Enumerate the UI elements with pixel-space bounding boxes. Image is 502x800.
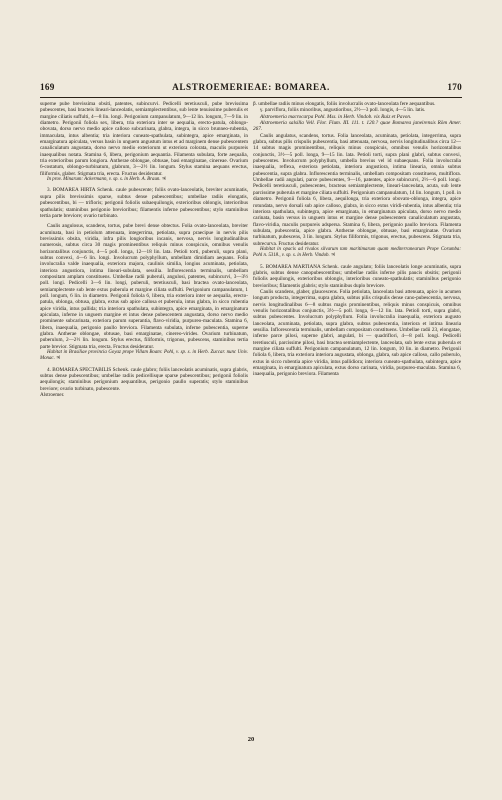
species-description-bomarea-spectabilis: Caulis angulatus, scandens, tortus. Folia lanceolata, acuminata, petiolata, integerrima, supra glabra, subtus pilis crispulis pubescentia, basi attenuata, nervosa, nervis longitudinalibus circa 12—14 subtus magis prominentibus, reliquis minus conspicuis, omnibus venulis horizontalibus conjunctis, 3½—5 poll. longa, 9—15 lin. lata. Petioli torti, supra plani glabri, subtus convexi, pubescentes. Involucrum polyphyllum, umbella brevius vel id subaequans. Folia involucralia inaequalia, reflexa, exteriora petiolata, interiora angustiora, intima linearia, omnia subtus pubescentia, supra glabra. Inflorescentia terminalis, umbellam compositam constituens, multiflora. Umbellae radii angulati, parce pubescentes, 9—16, patentes, apice subincurvi, 2½—6 poll. longi. Pedicelli teretiusculi, pubescentes, bracteas semiamplectente, lineari-lanceolata, acuta, sub lente parcissime puberula et margine ciliata suffulti. Perigonium campanulatum, 14 lin. longum, 1 poll. in diametro. Perigonii foliola 6, libera, aequilonga, tria exteriora obovato-oblonga, integra, apice rotundata, nervo dorsali sub apice calloso, glabra, in sicco extus viridi-rubentia, intus albentia; tria interiora spathulata, subintegra, apice emarginata, in emarginatura apiculata, dorso nervo medio carinata, basin versus in unguem intus et margine dense pubescentem canaliculatum angustata, flavo-viridia, maculis purpureis adspersa. Stamina 6, libera, perigonio paullo breviora. Filamenta subulata, pubescentia, apice glabra. Antherae oblongae, obtusae, basi emarginatae. Ovarium turbinatum, pubescens, 3 lin. longum. Stylus filiformis, trigonus, erectus, pubescens. Stigmata tria, subrecurva. Fructus desideratur. [253,132,461,247]
page-number-left: 169 [40,82,55,92]
signature-mark: 20 [247,736,255,743]
species-description-bomarea-martiana: Caulis scandens, glaber, glaucescens. Folia petiolata, lanceolata basi attenuata, apice in acumen longum producta, integerrima, supra glabra, subtus pilis crispulis dense cano-pubescentia, nervosa, nervis longitudinalibus 6—8 subtus magis prominentibus, reliquis minus conspicuis, omnibus venulis horizontalibus conjunctis, 3½—5 poll. longa, 6—12 lin. lata. Petioli torti, supra glabri, subtus pubescentes. Involucrum polyphyllum. Folia involucralia inaequalia, exteriora augusto lanceolata, acuminata, petiolata, supra glabra, subtus pubescentia, interiora et intima linearia sessilia. Inflorescentia terminalis, umbellam compositam constituens. Umbellae radii 23, elongatae, inferne parce pilosi, superne glabri, angulati, bi — quadriflori, 4—8 poll. longi. Pedicelli teretiusculi, parcissime pilosi, basi bractea semiamplectente, lanceolata, sub lente extus puberula et margine ciliata suffulti. Perigonium campanulatum, 12 lin. longum, 10 lin. in diametro. Perigonii foliola 6, libera, tria exteriora interiora augustata, oblonga, glabra, sub apice calloso, callo puberulo, extus in sicco rubentia apice viridia, intus pallidiora; interiora cuneato-spathulata, subintegra, apice emarginata, in emarginatura apiculata, extus dorso carinata, viridia, purpureo-maculata. Stamina 6, inaequalia, perigonio breviora. Filamenta [253,288,461,378]
synonym: Alstroemeria macrocarpa Pohl. Mss. in Herb. Vindob. vix Ruiz et Pavon. [260,113,412,120]
species-diagnosis-bomarea-spectabilis: 4. BOMAREA SPECTABILIS Schenk. caule glabro; foliis lanceolatis acuminatis, supra glabris, subtus dense pubescentibus; umbellae radiis pedicellisque sparse pubescentibus; perigonii foliolis aequilongis; staminibus perigonium aequantibus, perigonio paullo superatis; stylo staminibus breviore; ovario turbinato, pubescente. [40,366,248,392]
species-diagnosis-bomarea-hirta: 3. BOMAREA HIRTA Schenk. caule pubescente; foliis ovato-lanceolatis, breviter acuminatis, supra pilis brevissimis sparse, subtus dense pubescentibus; umbellae radiis elongatis, pubescentibus, bi — trifloris; perigonii foliolis subaequilongis, exterioribus oblongis, interioribus spathulatis; staminibus perigonio brevioribus; filamentis inferne pubescentibus; stylo staminibus tertia parte breviore; ovario turbinato. [40,187,248,219]
left-column [40,101,248,741]
species-description-bomarea-hirta: Caulis angulosus, scandens, tortus, pube brevi dense obtectus. Folia ovato-lanceolata, breviter acuminata, basi in petiolum attenuata, integerrima, petiolata, supra praecipue in nervis pilis brevissimis obsita, viridia, infra pilis longioribus incanis, nervosa, nervis longitudinalibus numerosis, subtus circa 30 magis prominentibus reliquis minus conspicuis, omnibus venulis horizontalibus conjunctis, 4—5 poll. longa, 12—18 lin. lata. Petioli torti, puberuli, supra plani, subtus convexi, 4—6 lin. longi. Involucrum polyphyllum, umbellam dimidiam aequans. Folia involucralia valde inaequalia, exteriora majora, caulinis similia, longius acuminata, petiolata, interiora angustiora, intima lineari-subulata, sessilia. Inflorescentia terminalis, umbellam compositam amplam constituens. Umbellae radii puberuli, angulosi, patentes, subincurvi, 3—3½ poll. longi. Pedicelli 3—6 lin. longi, puberuli, teretiusculi, basi bractea ovato-lanceolata, semiamplectente sub lente extus puberula et margine ciliata suffulti. Perigonium campanulatum, 1 poll. longum, 6 lin. in diametro. Perigonii foliola 6, libera, tria exteriora inter se aequalia, erecto-patula, oblonga, obtusa, glabra, extus sub apice callosa et puberula, intus glabra, in sicco rubentia apice viridia, intus pallida; tria interiora spathulata, subintegra, apice emarginata, in emarginatura apiculata, inferne in unguem margine et intus dense pubescentem angustata, dorso nervo medio prominente subcarinata, exteriora parum superantia, flavo-viridia, purpureo-maculata. Stamina 6, libera, inaequalia, perigonio paullo breviora. Filamenta subulata, inferne pubescentia, superne glabra. Antherae oblongae, obtusae, basi emarginatae, cinereo-virides. Ovarium turbinatum, puberulum, 2—2½ lin. longum. Stylus erectus, filiformis, trigonus, pubescens, staminibus tertia parte brevior. Stigmata tria, erecta. Fructus desideratur. [40,223,248,350]
page-number-right: 170 [447,82,462,92]
habitat-note: Habitat in opacis ad rivulos silvarum tam maritimarum quam mediterranearum Prope Corumba: Pohl n. 5318., v. sp. s. in Herb. Vindob. ♃ [253,246,461,259]
running-title: ALSTROEMERIEAE: BOMAREA. [172,82,330,92]
habitat-note: Habitat in Brasiliae provincia Goyaz prope Villam Boam: Pohl, v. sp. s. in Herb. Zuccar. nunc Univ. Monac. ♃ [40,350,248,362]
catchword: Alstroemer. [40,392,65,399]
variety-beta: β. umbellae radiis minus elongatis, foliis involucralis ovato-lanceolata fere aequantibus. [253,101,436,107]
description-continued: superne pube brevissima obsiti, patentes, subincurvi. Pedicelli teretiusculi, pube brevissima pubescentes, basi bracteis lineari-lanceolatis, semiamplectentibus, sub lente tenuissime puberulis et margine ciliatis suffulti, 4—8 lin. longi. Perigonium campanulatum, 9—12 lin. longum, 7—9 lin. in diametro. Perigonii foliola sex, libera, tria exteriora inter se aequalia, erecto-patula, oblongo-obovata, dorso nervo medio apice calloso subcarinata, glabra, integra, in sicco brunneo-rubentia, immaculata, intus albentia; tria interiora cuneato-spathulata, subintegra, apice emarginata, in emarginatura apiculata, versus basin in unguem angustum intus et ad marginem dense pubescentem canaliculatum angustata, dorso nervo medio exteriorum ut exteriora colorata, maculis purpureis inaequalibus notata. Stamina 6, libera, perigonium aequantia. Filamenta subulata, forte aequalia, tria exterioribus parum longiora. Antherae oblongae, obtusae, basi emarginatae, cinereae. Ovarium 6-costatum, oblongo-turbinatum, glabrum, 3—2½ lin. longum. Stylus stamina aequans erectus, filiformis, glaber. Stigmata tria, erecta. Fructus desideratur. [40,101,248,177]
habitat-note: In prov. Minarum: Ackermann, v. sp. s. in Herb. A. Braun. ♃ [47,177,167,183]
species-diagnosis-bomarea-martiana: 5. BOMAREA MARTIANA Schenk. caule angulato; foliis lanceolatis longe acuminatis, supra glabris, subtus dense canopubescentibus; umbellae radiis inferne pilis paucis obsitis; perigonii foliolis aequilongis, exterioribus oblongis, interioribus cuneato-spathulatis; staminibus perigonio brevioribus; filamentis glabris; stylo staminibus duplo breviore. [253,263,461,289]
header-rule [40,97,462,98]
variety-gamma: γ. parviflora, foliis minoribus, angustioribus, 2½—3 poll. longis, 4—5 lin. latis. [260,107,426,114]
right-column [253,101,461,741]
running-header [40,82,462,96]
synonym: Alstroemeria salsilla Vell. Flor. Flum. III. 111. t. 120.? quae Bomarea janeirensis Röm Amer. 267. [253,120,461,133]
